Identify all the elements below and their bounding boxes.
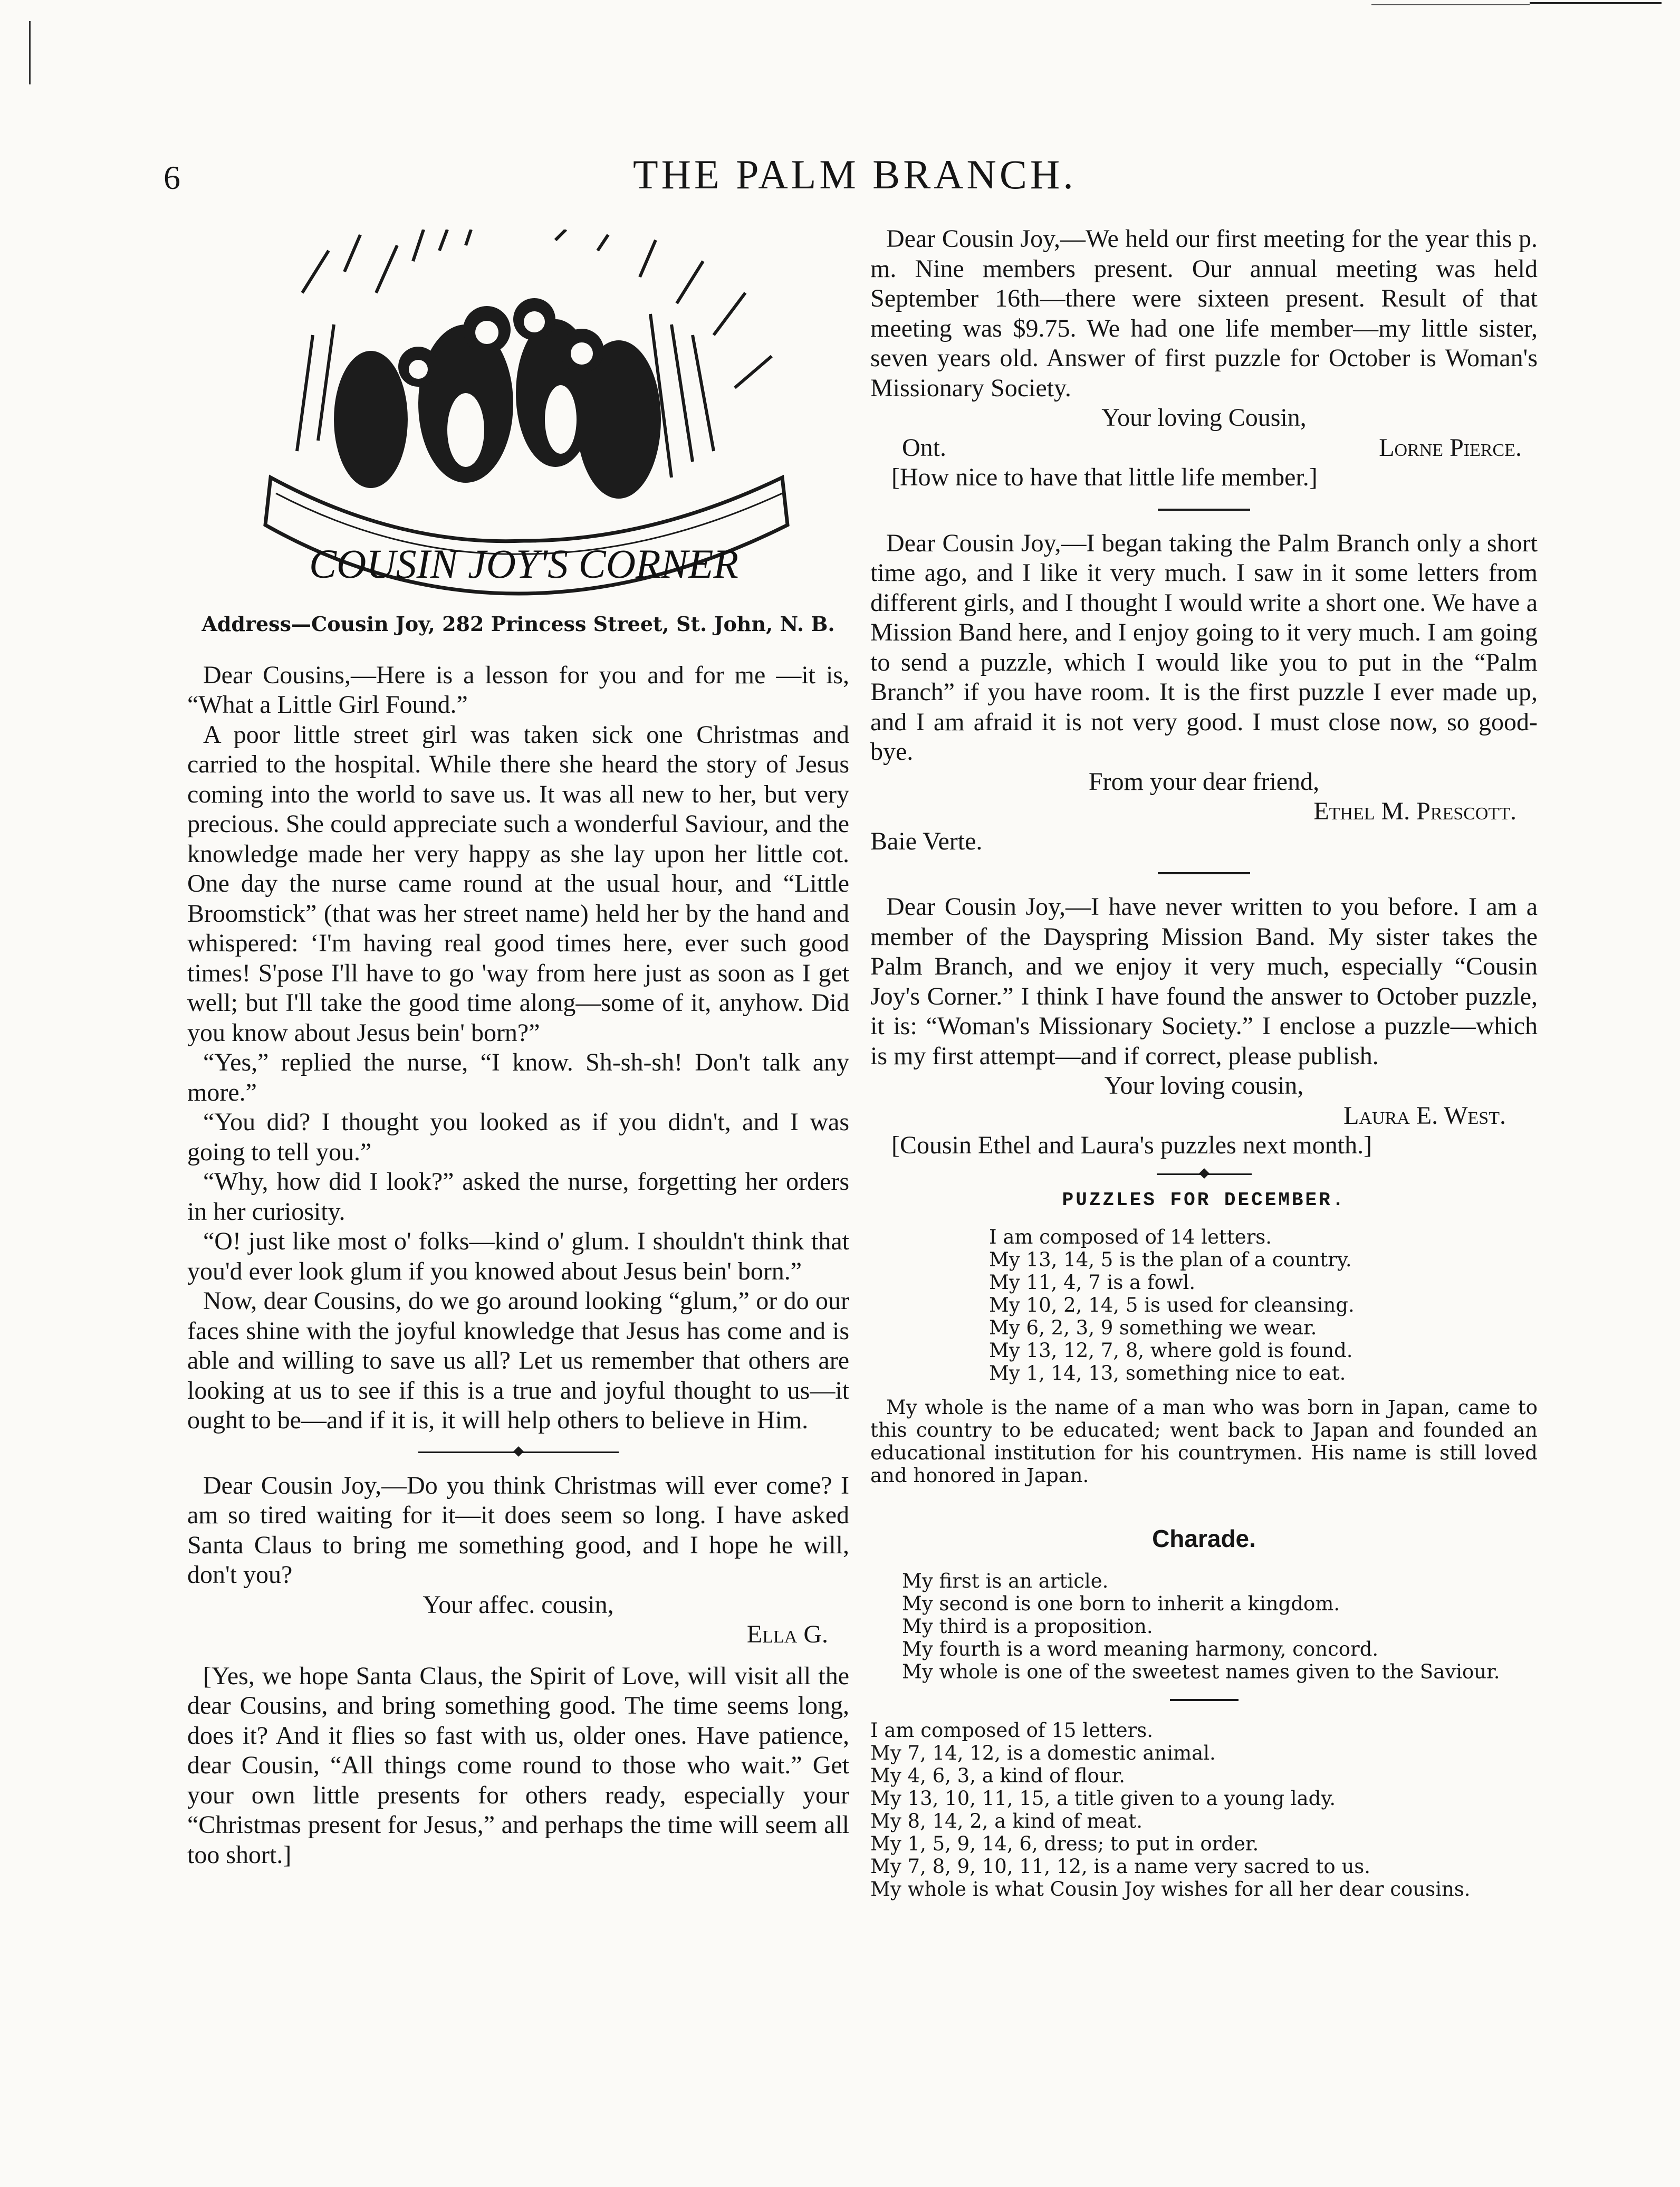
- charade-list: [870, 1570, 1538, 1683]
- letter-signature-ella: Ella G.: [746, 1620, 828, 1648]
- section-divider: [1158, 872, 1250, 874]
- intro-paragraph: Dear Cousins,—Here is a lesson for you and for me —it is, “What a Little Girl Found.”: [187, 661, 849, 719]
- intro-paragraph: “You did? I thought you looked as if you didn't, and I was going to tell you.”: [187, 1108, 849, 1166]
- intro-paragraph: “Yes,” replied the nurse, “I know. Sh-sh-sh! Don't talk any more.”: [187, 1048, 849, 1106]
- puzzle-line: My 13, 14, 5 is the plan of a country.: [989, 1248, 1352, 1271]
- puzzle-line: My 7, 14, 12, is a domestic animal.: [870, 1741, 1216, 1764]
- charade-line: My whole is one of the sweetest names given to the Saviour.: [902, 1660, 1500, 1683]
- puzzle-line: I am composed of 14 letters.: [989, 1226, 1272, 1248]
- letter-closing-ella: Your affec. cousin,: [423, 1590, 614, 1619]
- puzzle-line: My 4, 6, 3, a kind of flour.: [870, 1764, 1125, 1787]
- section-divider: [1157, 1173, 1252, 1175]
- letter-place-ethel: Baie Verte.: [870, 827, 983, 855]
- editor-note-laura: [Cousin Ethel and Laura's puzzles next month.]: [891, 1131, 1372, 1159]
- puzzle-line: My 13, 10, 11, 15, a title given to a young lady.: [870, 1787, 1336, 1810]
- section-divider: [418, 1451, 619, 1453]
- illustration-banner-text: COUSIN JOY'S CORNER: [309, 541, 738, 587]
- charade-line: My fourth is a word meaning harmony, concord.: [902, 1637, 1379, 1660]
- charade-line: My third is a proposition.: [902, 1615, 1153, 1638]
- intro-paragraph: A poor little street girl was taken sick one Christmas and carried to the hospital. While there she heard the story of Jesus coming into the world to save us. It was all new to her, but very precious. She could appreciate such a wonderful Saviour, and the knowledge made her very happy as she lay upon her little cot. One day the nurse came round at the usual hour, and “Little Broomstick” (that was her street name) held her by the hand and whispered: ‘I'm having real good times here, ever such good times! S'pose I'll have to go 'way from here just as soon as I get well; but I'll take the good time along—some of it, anyhow. Did you know about Jesus bein' born?”: [187, 720, 849, 1047]
- puzzle-line: My 13, 12, 7, 8, where gold is found.: [989, 1339, 1353, 1362]
- section-divider: [1158, 509, 1250, 511]
- letter-signature-laura: Laura E. West.: [1343, 1101, 1506, 1130]
- letter-body-laura: Dear Cousin Joy,—I have never written to you before. I am a member of the Dayspring Mission Band. My sister takes the Palm Branch, and we enjoy it very much, especially “Cousin Joy's Corner.” I think I have found the answer to October puzzle, it is: “Woman's Missionary Society.” I enclose a puzzle—which is my first attempt—and if correct, please publish.: [870, 893, 1538, 1070]
- puzzle-line: My 8, 14, 2, a kind of meat.: [870, 1809, 1143, 1832]
- page-title: THE PALM BRANCH.: [633, 151, 1077, 197]
- charade-line: My first is an article.: [902, 1569, 1109, 1592]
- top-edge-rule: [1530, 2, 1662, 4]
- left-column: [187, 230, 849, 1870]
- letter-signature-lorne: Lorne Pierce.: [1379, 433, 1522, 462]
- letter-closing-lorne: Your loving Cousin,: [1101, 404, 1307, 432]
- puzzle-line: My 1, 14, 13, something nice to eat.: [989, 1362, 1346, 1384]
- puzzle-line: My 1, 5, 9, 14, 6, dress; to put in order.: [870, 1832, 1259, 1855]
- puzzle-1-list: [989, 1226, 1538, 1384]
- puzzle-line: My 7, 8, 9, 10, 11, 12, is a name very sacred to us.: [870, 1855, 1371, 1878]
- letter-closing-ethel: From your dear friend,: [1088, 767, 1320, 796]
- charade-line: My second is one born to inherit a kingdom.: [902, 1592, 1340, 1615]
- letter-place-lorne: Ont.: [902, 433, 946, 462]
- cousin-joys-corner-illustration: [239, 230, 798, 599]
- address-line: Address—Cousin Joy, 282 Princess Street, St. John, N. B.: [201, 612, 835, 636]
- letter-body-lorne: Dear Cousin Joy,—We held our first meeting for the year this p. m. Nine members present. Our annual meeting was held September 16th—there were sixteen present. Result of that meeting was $9.75. We had one life member—my little sister, seven years old. Answer of first puzzle for October is Woman's Missionary Society.: [870, 225, 1538, 402]
- letter-closing-laura: Your loving cousin,: [1104, 1072, 1304, 1100]
- puzzle-line: My whole is what Cousin Joy wishes for all her dear cousins.: [870, 1877, 1471, 1901]
- letter-body-ethel: Dear Cousin Joy,—I began taking the Palm Branch only a short time ago, and I like it very much. I saw in it some letters from different girls, and I thought I would write a short one. We have a Mission Band here, and I enjoy going to it very much. I am going to send a puzzle, which I would like you to put in the “Palm Branch” if you have room. It is the first puzzle I ever made up, and I am afraid it is not very good. I must close now, so good-bye.: [870, 529, 1538, 766]
- letter-body-ella: Dear Cousin Joy,—Do you think Christmas will ever come? I am so tired waiting for it—it does seem so long. I have asked Santa Claus to bring me something good, and I hope he will, don't you?: [187, 1471, 849, 1589]
- puzzle-line: I am composed of 15 letters.: [870, 1718, 1154, 1742]
- intro-paragraph: “O! just like most o' folks—kind o' glum. I shouldn't think that you'd ever look glum if you knowed about Jesus bein' born.”: [187, 1227, 849, 1285]
- puzzle-line: My 6, 2, 3, 9 something we wear.: [989, 1316, 1317, 1339]
- puzzles-heading: PUZZLES FOR DECEMBER.: [1062, 1189, 1346, 1211]
- right-column: [870, 224, 1538, 1901]
- page-number: 6: [164, 159, 180, 196]
- charade-heading: Charade.: [1152, 1525, 1256, 1552]
- section-divider: [1170, 1699, 1239, 1701]
- editor-note-lorne: [How nice to have that little life member.]: [891, 463, 1318, 491]
- top-edge-rule-thin: [1371, 4, 1530, 5]
- puzzle-line: My 10, 2, 14, 5 is used for cleansing.: [989, 1294, 1355, 1316]
- letter-signature-ethel: Ethel M. Prescott.: [1313, 797, 1516, 825]
- puzzle-line: My 11, 4, 7 is a fowl.: [989, 1271, 1196, 1294]
- intro-paragraph: Now, dear Cousins, do we go around looking “glum,” or do our faces shine with the joyful knowledge that Jesus has come and is able and willing to save us all? Let us remember that others are looking at us to see if this is a true and joyful thought to us—it ought to be—and if it is, it will help others to believe in Him.: [187, 1287, 849, 1434]
- puzzle-1-whole: My whole is the name of a man who was born in Japan, came to this country to be educated; went back to Japan and founded an educational institution for his countrymen. His name is still loved and honored in Japan.: [870, 1396, 1538, 1487]
- editor-reply-ella: [Yes, we hope Santa Claus, the Spirit of Love, will visit all the dear Cousins, and bring something good. The time seems long, does it? And it flies so fast with us, older ones. Have patience, dear Cousin, “All things come round to those who wait.” Get your own little presents for others ready, especially your “Christmas present for Jesus,” and perhaps the time will seem all too short.]: [187, 1661, 849, 1869]
- left-edge-mark: [29, 21, 31, 84]
- puzzle-3-list: [870, 1719, 1538, 1901]
- intro-paragraph: “Why, how did I look?” asked the nurse, forgetting her orders in her curiosity.: [187, 1168, 849, 1226]
